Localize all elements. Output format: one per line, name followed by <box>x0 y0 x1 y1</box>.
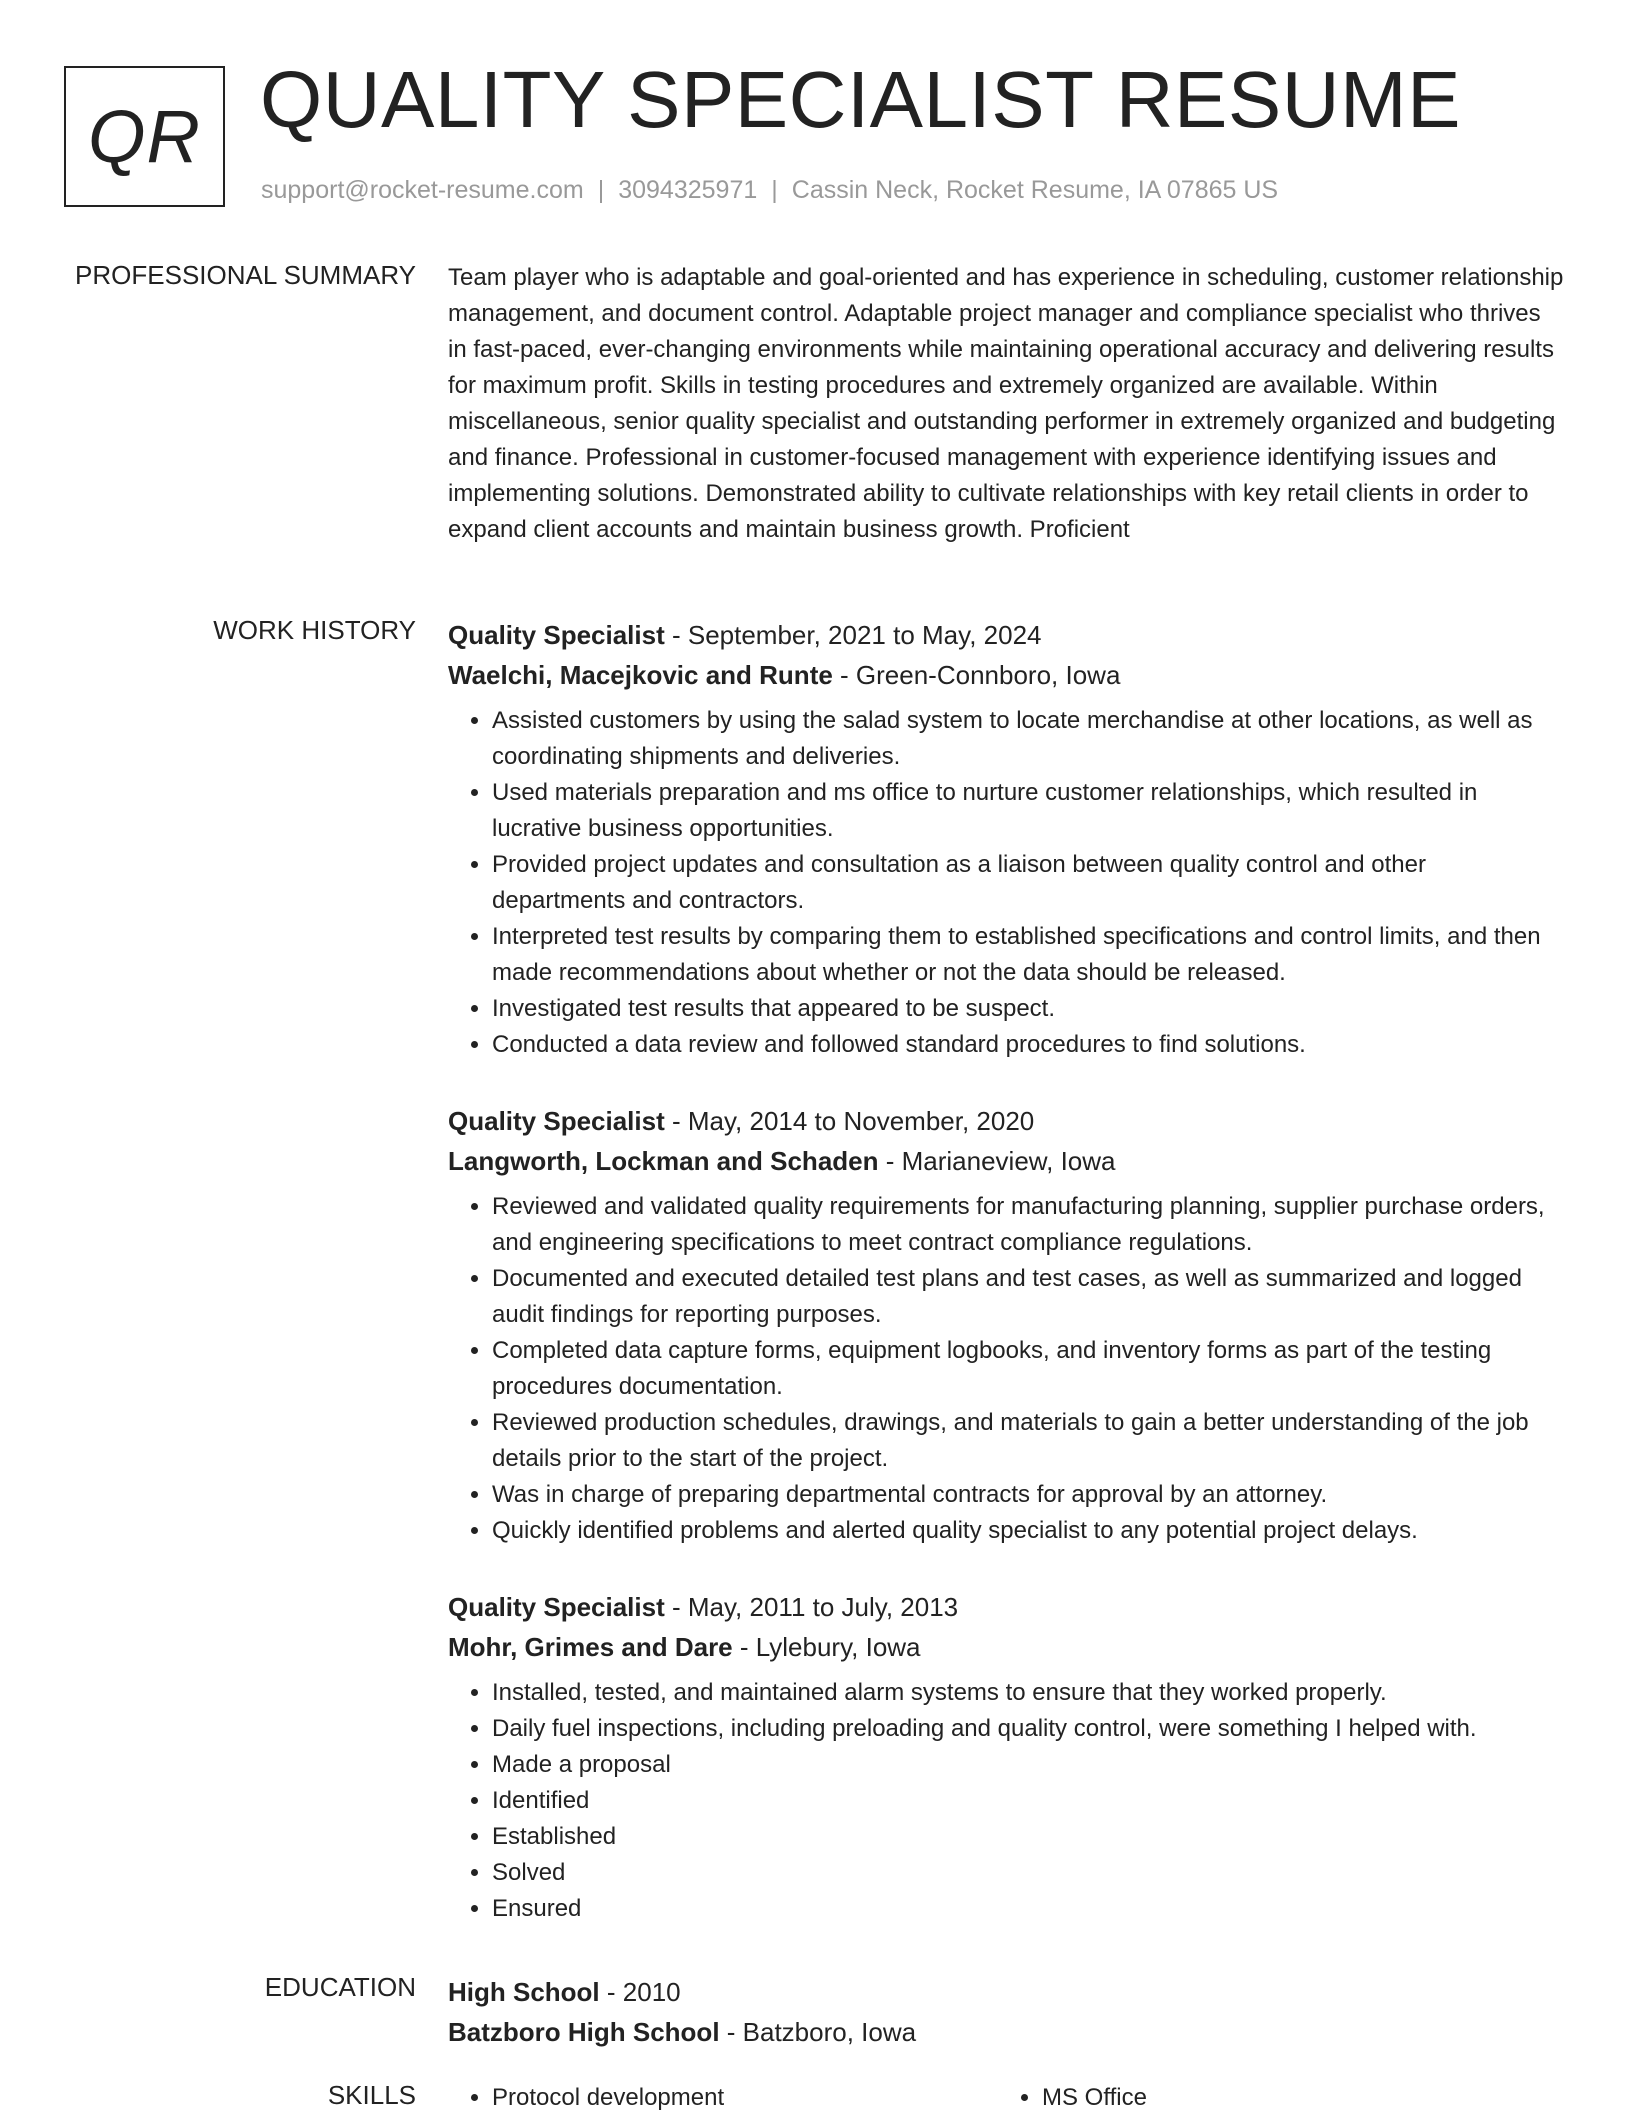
job-bullets <box>448 703 1564 1063</box>
job-bullet: • Was in charge of preparing departmental contracts for approval by an attorney. <box>492 1477 1564 1513</box>
job-bullet: • Documented and executed detailed test plans and test cases, as well as summarized and logged audit findings for reporting purposes. <box>492 1261 1564 1333</box>
contact-separator: | <box>771 176 778 204</box>
job-bullet: • Daily fuel inspections, including preloading and quality control, were something I helped with. <box>492 1711 1564 1747</box>
job-bullets <box>448 1675 1564 1927</box>
job-bullet: • Ensured <box>492 1891 1564 1927</box>
job-dates: - May, 2011 to July, 2013 <box>664 1592 959 1622</box>
job-title: Quality Specialist <box>448 1592 665 1622</box>
contact-line <box>261 176 1278 205</box>
job-bullet: • Assisted customers by using the salad system to locate merchandise at other locations, as well as coordinating shipments and deliveries. <box>492 703 1564 775</box>
job-title-line <box>448 1101 1564 1141</box>
job-entry <box>448 1587 1564 1927</box>
section-label-education: EDUCATION <box>264 1972 416 2002</box>
job-title: Quality Specialist <box>448 620 665 650</box>
job-dates: - May, 2014 to November, 2020 <box>664 1106 1035 1136</box>
contact-email: support@rocket-resume.com <box>261 176 584 204</box>
job-bullet: • Interpreted test results by comparing them to established specifications and control limits, and then made recommendations about whether or not the data should be released. <box>492 919 1564 991</box>
job-bullet: • Completed data capture forms, equipment logbooks, and inventory forms as part of the testing procedures documentation. <box>492 1333 1564 1405</box>
job-title-line <box>448 615 1564 655</box>
job-bullet: • Solved <box>492 1855 1564 1891</box>
job-bullet: • Quickly identified problems and alerted quality specialist to any potential project delays. <box>492 1513 1564 1549</box>
education-year: - 2010 <box>599 1977 681 2007</box>
education-location: - Batzboro, Iowa <box>719 2017 917 2047</box>
job-bullets <box>448 1189 1564 1549</box>
job-title-line <box>448 1587 1564 1627</box>
job-location: - Lylebury, Iowa <box>732 1632 921 1662</box>
education-school: Batzboro High School <box>448 2017 720 2047</box>
job-bullet: • Reviewed and validated quality requirements for manufacturing planning, supplier purchase orders, and engineering specifications to meet contract compliance regulations. <box>492 1189 1564 1261</box>
job-bullet: • Made a proposal <box>492 1747 1564 1783</box>
job-bullet: • Investigated test results that appeared to be suspect. <box>492 991 1564 1027</box>
job-bullet: • Established <box>492 1819 1564 1855</box>
job-bullet: • Provided project updates and consultation as a liaison between quality control and other departments and contractors. <box>492 847 1564 919</box>
job-bullet: • Identified <box>492 1783 1564 1819</box>
job-dates: - September, 2021 to May, 2024 <box>664 620 1042 650</box>
education-school-line <box>448 2012 1564 2052</box>
job-location: - Green-Connboro, Iowa <box>832 660 1121 690</box>
skills-column-right <box>998 2080 1548 2116</box>
skills-grid <box>448 2080 1564 2116</box>
monogram-logo: QR <box>64 66 225 207</box>
contact-phone: 3094325971 <box>618 176 758 204</box>
job-entry <box>448 615 1564 1063</box>
job-bullet: • Reviewed production schedules, drawings, and materials to gain a better understanding of the job details prior to the start of the project. <box>492 1405 1564 1477</box>
job-bullet: • Installed, tested, and maintained alarm systems to ensure that they worked properly. <box>492 1675 1564 1711</box>
job-company-line <box>448 1141 1564 1181</box>
education-degree-line <box>448 1972 1564 2012</box>
contact-address: Cassin Neck, Rocket Resume, IA 07865 US <box>791 176 1279 204</box>
section-label-work-history: WORK HISTORY <box>213 615 416 645</box>
jobs-list <box>448 615 1564 1965</box>
job-bullet: • Used materials preparation and ms office to nurture customer relationships, which resulted in lucrative business opportunities. <box>492 775 1564 847</box>
job-bullet: • Conducted a data review and followed standard procedures to find solutions. <box>492 1027 1564 1063</box>
resume-title: QUALITY SPECIALIST RESUME <box>260 55 1462 144</box>
job-company: Mohr, Grimes and Dare <box>448 1632 733 1662</box>
section-label-summary: PROFESSIONAL SUMMARY <box>75 260 416 290</box>
summary-text: Team player who is adaptable and goal-oriented and has experience in scheduling, customer relationship management, and document control. Adaptable project manager and compliance specialist who thrives in fast-paced, ever-changing environments while maintaining operational accuracy and delivering results for maximum profit. Skills in testing procedures and extremely organized are available. Within miscellaneous, senior quality specialist and outstanding performer in extremely organized and budgeting and finance. Professional in customer-focused management with experience identifying issues and implementing solutions. Demonstrated ability to cultivate relationships with key retail clients in order to expand client accounts and maintain business growth. Proficient <box>448 264 1564 543</box>
skill-item: • MS Office <box>1042 2080 1548 2116</box>
job-location: - Marianeview, Iowa <box>878 1146 1116 1176</box>
education-degree: High School <box>448 1977 600 2007</box>
section-label-skills: SKILLS <box>327 2080 416 2110</box>
job-title: Quality Specialist <box>448 1106 665 1136</box>
job-company: Waelchi, Macejkovic and Runte <box>448 660 833 690</box>
job-entry <box>448 1101 1564 1549</box>
job-company-line <box>448 1627 1564 1667</box>
contact-separator: | <box>597 176 605 204</box>
skills-column-left <box>448 2080 998 2116</box>
skill-item: • Protocol development <box>492 2080 998 2116</box>
job-company-line <box>448 655 1564 695</box>
job-company: Langworth, Lockman and Schaden <box>448 1146 879 1176</box>
